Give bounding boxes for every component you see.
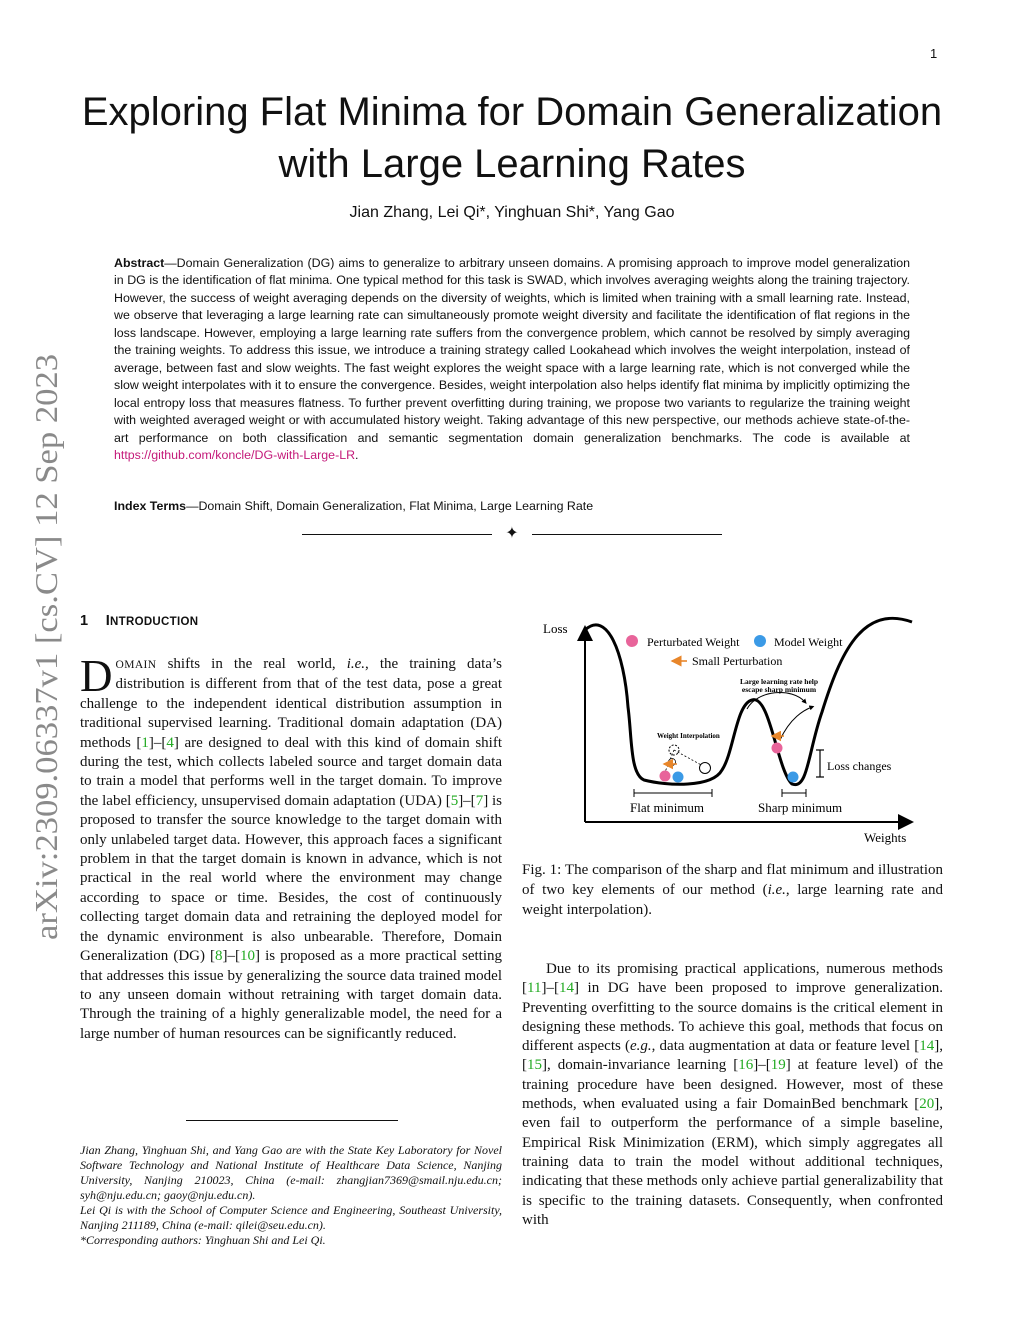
citation-link[interactable]: 7 <box>475 792 484 809</box>
section-title-rest: NTRODUCTION <box>110 616 199 628</box>
paper-title <box>60 86 964 190</box>
body-text: Due to its promising practical applications, numerous methods [ <box>522 961 943 997</box>
intro-text: shifts in the real world, <box>156 656 347 672</box>
citation-link[interactable]: 15 <box>527 1057 542 1074</box>
divider-rule-right <box>532 534 722 535</box>
citation-link[interactable]: 10 <box>240 948 256 965</box>
index-terms <box>114 499 910 513</box>
intro-text: , the training data’s distribution is different from that of the test data, pose a great challenge to the independent identical distribution assumption in traditional supervised learning. Traditional domain adaptation (DA) methods [ <box>80 656 502 751</box>
section-heading <box>80 613 198 629</box>
abstract-end: . <box>355 447 359 462</box>
legend-perturbated-dot <box>626 635 638 647</box>
section-divider <box>302 524 722 544</box>
divider-rule-left <box>302 534 492 535</box>
loss-changes-label: Loss changes <box>827 759 892 773</box>
index-terms-text: —Domain Shift, Domain Generalization, Flat Minima, Large Learning Rate <box>186 499 594 513</box>
citation-link[interactable]: 20 <box>919 1096 935 1113</box>
citation-link[interactable]: 16 <box>738 1057 754 1074</box>
author-list: Jian Zhang, Lei Qi*, Yinghuan Shi*, Yang Gao <box>349 204 675 221</box>
intro-smallcaps: OMAIN <box>115 659 157 671</box>
index-terms-label: Index Terms <box>114 499 187 513</box>
large-lr-label-2: escape sharp minimum <box>741 685 817 694</box>
section-first-letter: I <box>105 613 111 629</box>
body-text: , data augmentation at data or feature level [ <box>651 1038 920 1055</box>
figure-caption <box>522 860 943 920</box>
citation-link[interactable]: 11 <box>527 980 542 997</box>
flat-min-label: Flat minimum <box>630 800 705 815</box>
interp-dot-right <box>700 763 711 774</box>
legend-perturbated-label: Perturbated Weight <box>647 635 740 649</box>
section-number: 1 <box>80 613 89 629</box>
body-text: ]–[ <box>753 1057 771 1074</box>
citation-link[interactable]: 14 <box>558 980 574 997</box>
body-eg: e.g. <box>629 1038 652 1055</box>
intro-ie: i.e. <box>346 656 366 672</box>
body-text: ], domain-invariance learning [ <box>542 1057 739 1074</box>
citation-link[interactable]: 19 <box>770 1057 786 1074</box>
arxiv-stamp <box>26 352 66 942</box>
title-line-2: with Large Learning Rates <box>278 142 746 186</box>
citation-link[interactable]: 4 <box>166 734 174 751</box>
citation-link[interactable]: 14 <box>919 1038 935 1055</box>
sharp-perturbated-dot <box>772 743 783 754</box>
right-column-paragraph <box>522 960 943 1230</box>
paragraph <box>522 960 943 1230</box>
intro-text: ]–[ <box>148 734 167 751</box>
x-axis-label: Weights <box>864 830 907 845</box>
legend-small-label: Small Perturbation <box>692 654 783 668</box>
title-line-1: Exploring Flat Minima for Domain Generalization <box>81 90 943 134</box>
sharp-model-dot <box>788 772 799 783</box>
abstract-label: Abstract <box>114 256 165 270</box>
intro-text: ] are designed to deal with this kind of domain shift during the test, which collects labeled source and target domain data to train a model that performs well in the target domain. To improve the label efficiency, unsupervised domain adaptation (UDA) [ <box>80 734 502 809</box>
flat-model-dot <box>673 772 684 783</box>
citation-link[interactable]: 1 <box>141 734 149 751</box>
citation-link[interactable]: 5 <box>450 792 459 809</box>
sharp-min-label: Sharp minimum <box>758 800 843 815</box>
caption-text: Fig. 1: The comparison of the sharp and flat minimum and illustration of two key elements of our method ( <box>522 862 943 898</box>
body-text: ] in DG have been proposed to improve generalization. Preventing overfitting to the source domains is the critical element in designing these methods. To achieve this goal, methods that focus on different aspects ( <box>522 980 943 1055</box>
arxiv-stamp-text: arXiv:2309.06337v1 [cs.CV] 12 Sep 2023 <box>29 406 64 940</box>
figure-loss-landscape <box>522 612 942 852</box>
footnote-rule <box>186 1120 398 1121</box>
code-link[interactable]: https://github.com/koncle/DG-with-Large-LR <box>114 447 356 462</box>
y-axis-label: Loss <box>543 621 568 636</box>
legend-model-label: Model Weight <box>774 635 843 649</box>
intro-text: ]–[ <box>458 792 476 809</box>
drop-cap: D <box>80 651 113 701</box>
abstract <box>114 255 910 464</box>
flat-perturbated-dot <box>660 771 671 782</box>
large-lr-label-1: Large learning rate help <box>739 677 819 686</box>
body-text: ], even fail to outperform the performance of a simple baseline, Empirical Risk Minimization (ERM), which simply aggregates all training data to train the model without additional techniques, indicating that these methods only achieve partial generalizability that is specific to the training datasets. Consequently, when confronted with <box>522 1096 943 1228</box>
divider-diamond-icon: ✦ <box>505 525 519 542</box>
footnote-affiliation-2: Lei Qi is with the School of Computer Science and Engineering, Southeast University, Nanjing 211189, China (e-mail: qilei@seu.edu.cn). <box>80 1203 502 1232</box>
caption-ie: i.e. <box>767 882 786 898</box>
intro-text: ]–[ <box>222 948 241 965</box>
legend-model-dot <box>754 635 766 647</box>
weight-interp-label: Weight Interpolation <box>657 732 720 740</box>
intro-paragraph <box>80 651 503 1044</box>
body-text: ] at feature level) of the training procedure have been designed. However, most of these methods, when evaluated using a fair DomainBed benchmark [ <box>522 1057 944 1113</box>
escape-arrow-2 <box>780 707 812 740</box>
page-number: 1 <box>930 46 938 61</box>
intro-text: ] is proposed to transfer the source knowledge to the target domain with only unlabeled target data. However, this approach faces a significant problem in that the target domain is known in advance, which is not practical in the real world where the environment may change according to space or time. Besides, the cost of continuously collecting target domain data and retraining the deployed model for the dynamic environment is also unbearable. Therefore, Domain Generalization (DG) [ <box>80 792 502 965</box>
footnote-affiliation-1: Jian Zhang, Yinghuan Shi, and Yang Gao are with the State Key Laboratory for Novel Software Technology and National Institute of Healthcare Data Science, Nanjing University, Nanjing 210023, China (e-mail: zhangjian7369@smail.nju.edu.cn; syh@nju.edu.cn; gaoy@nju.edu.cn). <box>80 1143 502 1202</box>
citation-link[interactable]: 8 <box>215 948 223 965</box>
footnote-corresponding: *Corresponding authors: Yinghuan Shi and Lei Qi. <box>80 1233 326 1247</box>
body-text: ]–[ <box>541 980 559 997</box>
caption-text: , large learning rate and weight interpolation). <box>522 882 943 918</box>
intro-text: ] is proposed as a more practical setting that addresses this issue by generalizing the source data trained model to any unseen domain without retraining with target domain data. Through the training of a highly generalizable model, the need for a large number of human resources can be significantly reduced. <box>80 948 503 1042</box>
footnotes <box>80 1143 502 1248</box>
abstract-text: —Domain Generalization (DG) aims to generalize to arbitrary unseen domains. A promising approach to improve model generalization in DG is the identification of flat minima. One typical method for this task is SWAD, which involves averaging weights along the training trajectory. However, the success of weight averaging depends on the diversity of weights, which is limited when training with a small learning rate. Instead, we observe that leveraging a large learning rate can simultaneously promote weight diversity and facilitate the identification of flat regions in the loss landscape. However, employing a large learning rate suffers from the convergence problem, which cannot be resolved by simply averaging the training weights. To address this issue, we introduce a training strategy called Lookahead which involves the weight interpolation, instead of average, between fast and slow weights. The fast weight explores the weight space with a large learning rate, which is not converged while the slow weight interpolates with it to ensure the convergence. Besides, weight interpolation also helps identify flat minima by implicitly optimizing the local entropy loss that measures flatness. To further prevent overfitting during training, we propose two variants to regularize the training weight with weighted averaged weight or with accumulated history weight. Taking advantage of this new perspective, our methods achieve state-of-the-art performance on both classification and semantic segmentation domain generalization benchmarks. The code is available at <box>114 256 910 445</box>
body-text: ], [ <box>522 1038 943 1074</box>
